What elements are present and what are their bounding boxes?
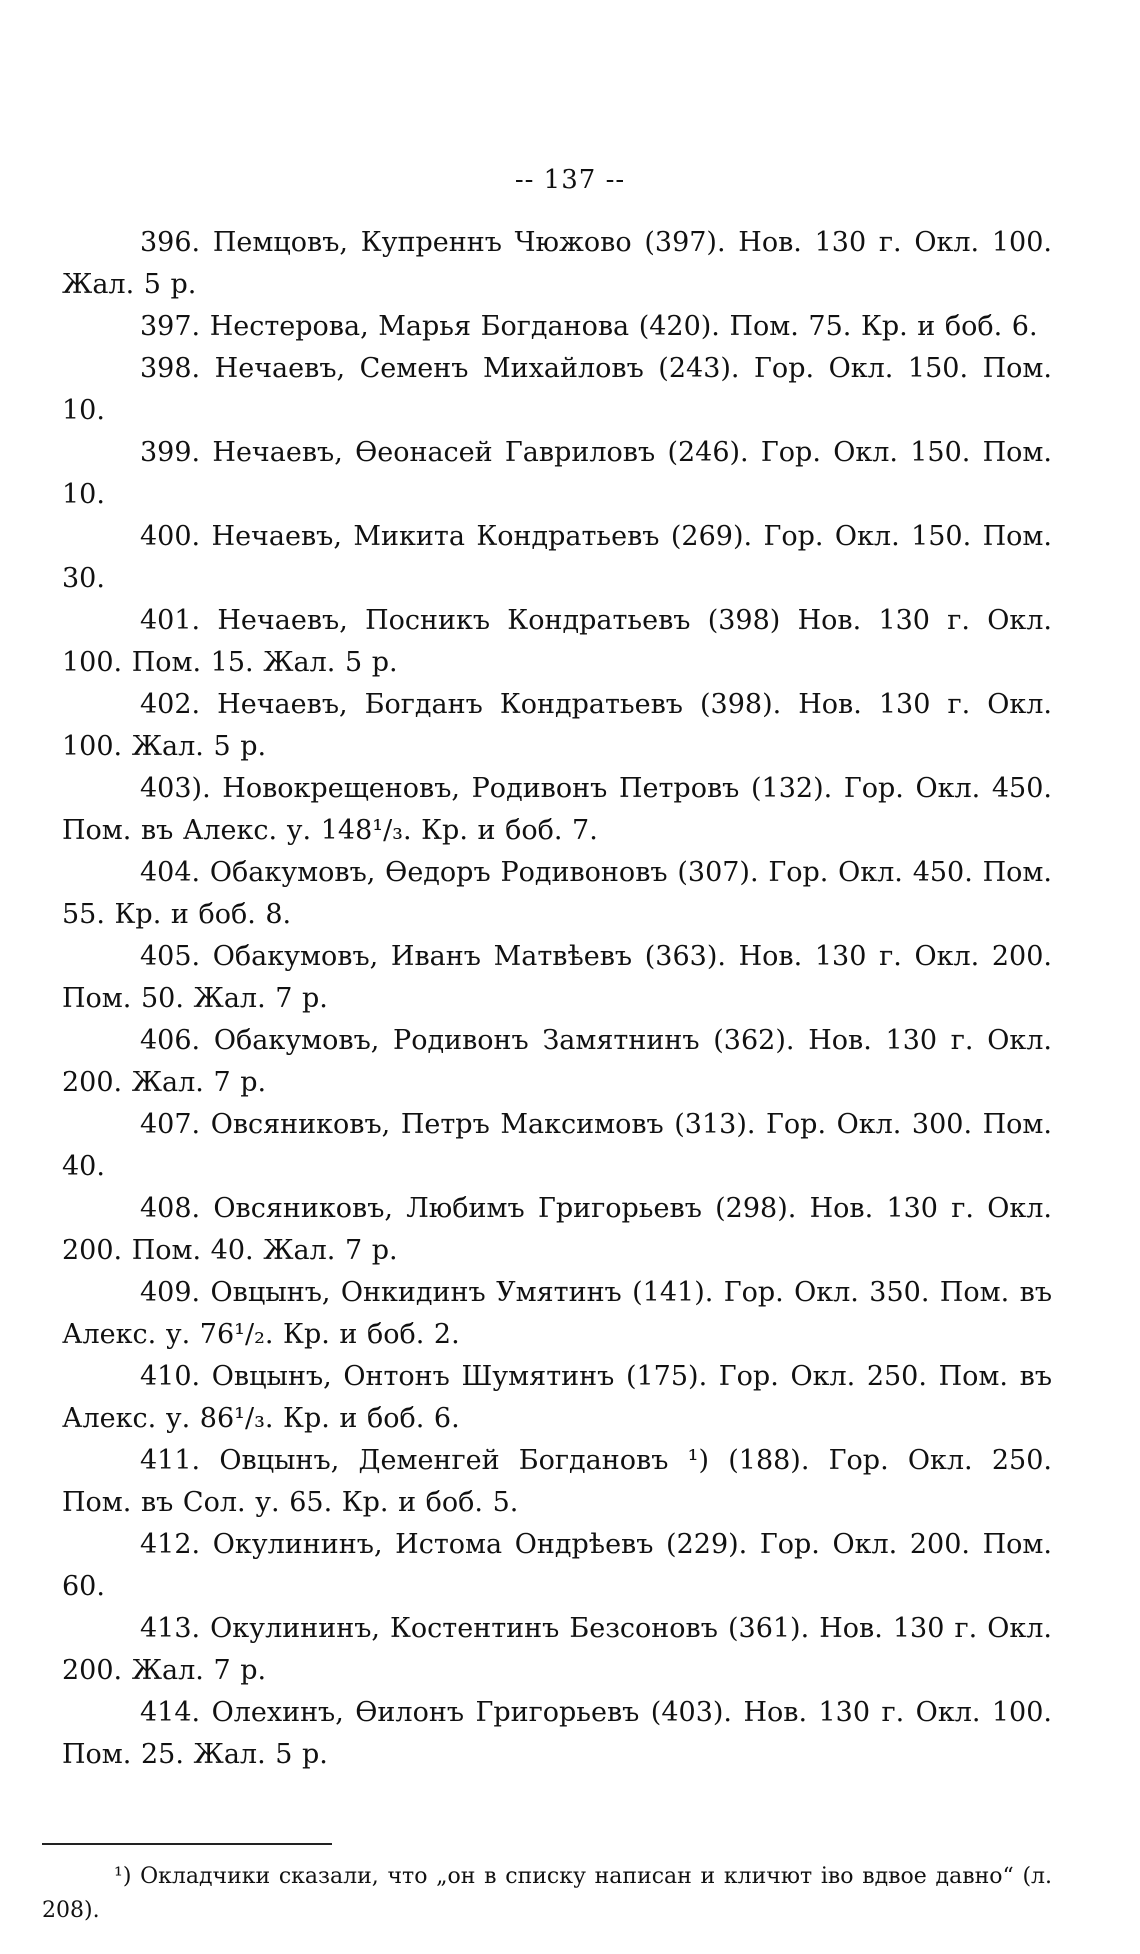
entry-412: 412. Окулининъ, Истома Ондрѣевъ (229). Гор. Окл. 200. Пом. 60.: [62, 1529, 1052, 1602]
footnote: ¹) Окладчики сказали, что „он в списку написан и кличют іво вдвое давно“ (л. 208).: [42, 1864, 1052, 1923]
footnote-divider: [42, 1843, 332, 1845]
entry-405: 405. Обакумовъ, Иванъ Матвѣевъ (363). Нов. 130 г. Окл. 200. Пом. 50. Жал. 7 р.: [62, 941, 1052, 1014]
entry-411: 411. Овцынъ, Деменгей Богдановъ ¹) (188). Гор. Окл. 250. Пом. въ Сол. у. 65. Кр. и боб. 5.: [62, 1445, 1052, 1518]
entry-403: 403). Новокрещеновъ, Родивонъ Петровъ (132). Гор. Окл. 450. Пом. въ Алекс. у. 148¹/₃. Кр. и боб. 7.: [62, 773, 1052, 846]
entry-410: 410. Овцынъ, Онтонъ Шумятинъ (175). Гор. Окл. 250. Пом. въ Алекс. у. 86¹/₃. Кр. и боб. 6.: [62, 1361, 1052, 1434]
entry-407: 407. Овсяниковъ, Петръ Максимовъ (313). Гор. Окл. 300. Пом. 40.: [62, 1109, 1052, 1182]
entry-397: 397. Нестерова, Марья Богданова (420). Пом. 75. Кр. и боб. 6.: [140, 311, 1038, 342]
entry-401: 401. Нечаевъ, Посникъ Кондратьевъ (398) Нов. 130 г. Окл. 100. Пом. 15. Жал. 5 р.: [62, 605, 1052, 678]
entry-399: 399. Нечаевъ, Өеонасей Гавриловъ (246). Гор. Окл. 150. Пом. 10.: [62, 437, 1052, 510]
entry-404: 404. Обакумовъ, Өедоръ Родивоновъ (307). Гор. Окл. 450. Пом. 55. Кр. и боб. 8.: [62, 857, 1052, 930]
entry-400: 400. Нечаевъ, Микита Кондратьевъ (269). Гор. Окл. 150. Пом. 30.: [62, 521, 1052, 594]
entry-396: 396. Пемцовъ, Купреннъ Чюжово (397). Нов. 130 г. Окл. 100. Жал. 5 р.: [62, 227, 1052, 300]
entry-409: 409. Овцынъ, Онкидинъ Умятинъ (141). Гор. Окл. 350. Пом. въ Алекс. у. 76¹/₂. Кр. и боб. 2.: [62, 1277, 1052, 1350]
entry-408: 408. Овсяниковъ, Любимъ Григорьевъ (298). Нов. 130 г. Окл. 200. Пом. 40. Жал. 7 р.: [62, 1193, 1052, 1266]
entry-406: 406. Обакумовъ, Родивонъ Замятнинъ (362). Нов. 130 г. Окл. 200. Жал. 7 р.: [62, 1025, 1052, 1098]
entry-414: 414. Олехинъ, Өилонъ Григорьевъ (403). Нов. 130 г. Окл. 100. Пом. 25. Жал. 5 р.: [62, 1697, 1052, 1770]
entry-398: 398. Нечаевъ, Семенъ Михайловъ (243). Гор. Окл. 150. Пом. 10.: [62, 353, 1052, 426]
page-number: -- 137 --: [514, 165, 626, 195]
entry-list: [62, 222, 1052, 1776]
entry-413: 413. Окулининъ, Костентинъ Безсоновъ (361). Нов. 130 г. Окл. 200. Жал. 7 р.: [62, 1613, 1052, 1686]
entry-402: 402. Нечаевъ, Богданъ Кондратьевъ (398). Нов. 130 г. Окл. 100. Жал. 5 р.: [62, 689, 1052, 762]
